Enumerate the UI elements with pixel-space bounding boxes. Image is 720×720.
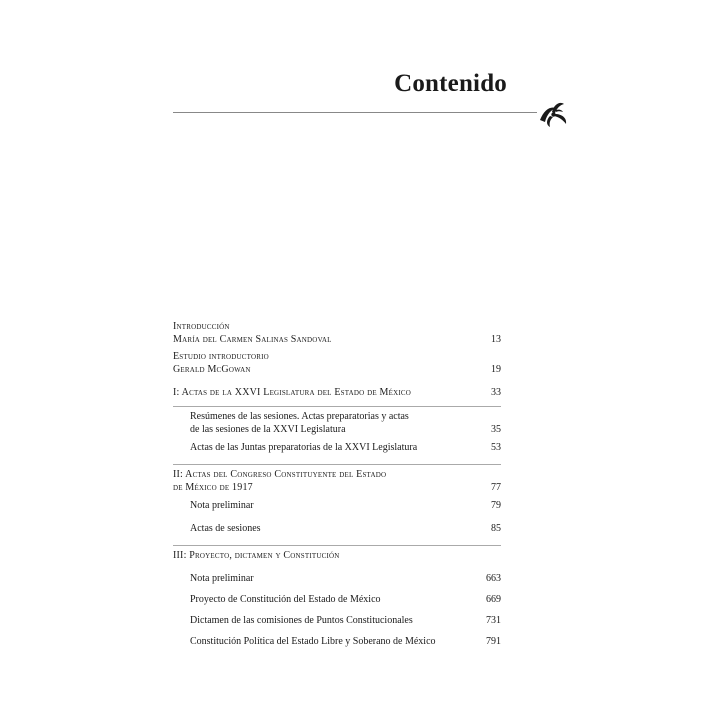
toc-entry[interactable]: [173, 572, 501, 585]
toc-entry-title: Constitución Política del Estado Libre y Soberano de México: [190, 636, 436, 647]
toc-entry-title: Nota preliminar: [190, 500, 254, 511]
toc-page-number: 663: [486, 573, 501, 584]
toc-entry-title: III: Proyecto, dictamen y Constitución: [173, 550, 340, 561]
toc-entry[interactable]: [173, 410, 501, 436]
toc-page-number: 79: [491, 500, 501, 511]
toc-entry-title: Nota preliminar: [190, 573, 254, 584]
toc-page-number: 13: [491, 334, 501, 345]
toc-entry-title: de México de 1917: [173, 482, 253, 493]
toc-page-number: 35: [491, 424, 501, 435]
toc-entry-title: Actas de sesiones: [190, 523, 261, 534]
toc-entry-title: I: Actas de la XXVI Legislatura del Estado de México: [173, 387, 412, 398]
toc-page-number: 33: [491, 387, 501, 398]
toc-page-number: 791: [486, 636, 501, 647]
title-rule: [173, 112, 537, 113]
toc-page-number: 53: [491, 442, 501, 453]
page-title: Contenido: [394, 70, 507, 97]
toc-entry-title: Actas de las Juntas preparatorias de la XXVI Legislatura: [190, 442, 418, 453]
toc-entry[interactable]: [173, 350, 501, 376]
toc-entry[interactable]: [173, 549, 501, 562]
toc-page-number: 731: [486, 615, 501, 626]
toc-entry-title: Estudio introductorio: [173, 351, 269, 362]
toc-entry[interactable]: [173, 499, 501, 512]
toc-entry-title: Dictamen de las comisiones de Puntos Constitucionales: [190, 615, 413, 626]
toc-page-number: 77: [491, 482, 501, 493]
section-divider: [173, 464, 501, 465]
toc-entry[interactable]: [173, 386, 501, 399]
toc-page-number: 19: [491, 364, 501, 375]
toc-entry[interactable]: [173, 320, 501, 346]
toc-entry[interactable]: [173, 614, 501, 627]
toc-entry-title: María del Carmen Salinas Sandoval: [173, 334, 332, 345]
toc-entry-title: Proyecto de Constitución del Estado de México: [190, 594, 381, 605]
toc-entry-title: Resúmenes de las sesiones. Actas preparatorias y actas: [190, 411, 409, 422]
toc-entry[interactable]: [173, 635, 501, 648]
section-divider: [173, 406, 501, 407]
toc-page-number: 669: [486, 594, 501, 605]
toc-entry-title: Gerald McGowan: [173, 364, 251, 375]
section-divider: [173, 545, 501, 546]
toc-entry-title: Introducción: [173, 321, 230, 332]
toc-page-number: 85: [491, 523, 501, 534]
toc-entry[interactable]: [173, 593, 501, 606]
table-of-contents: [173, 320, 501, 648]
toc-entry[interactable]: [173, 522, 501, 535]
toc-entry[interactable]: [173, 441, 501, 454]
flourish-ornament-icon: [536, 98, 572, 128]
toc-entry-title: II: Actas del Congreso Constituyente del Estado: [173, 469, 387, 480]
toc-entry-title: de las sesiones de la XXVI Legislatura: [190, 424, 346, 435]
toc-entry[interactable]: [173, 468, 501, 494]
